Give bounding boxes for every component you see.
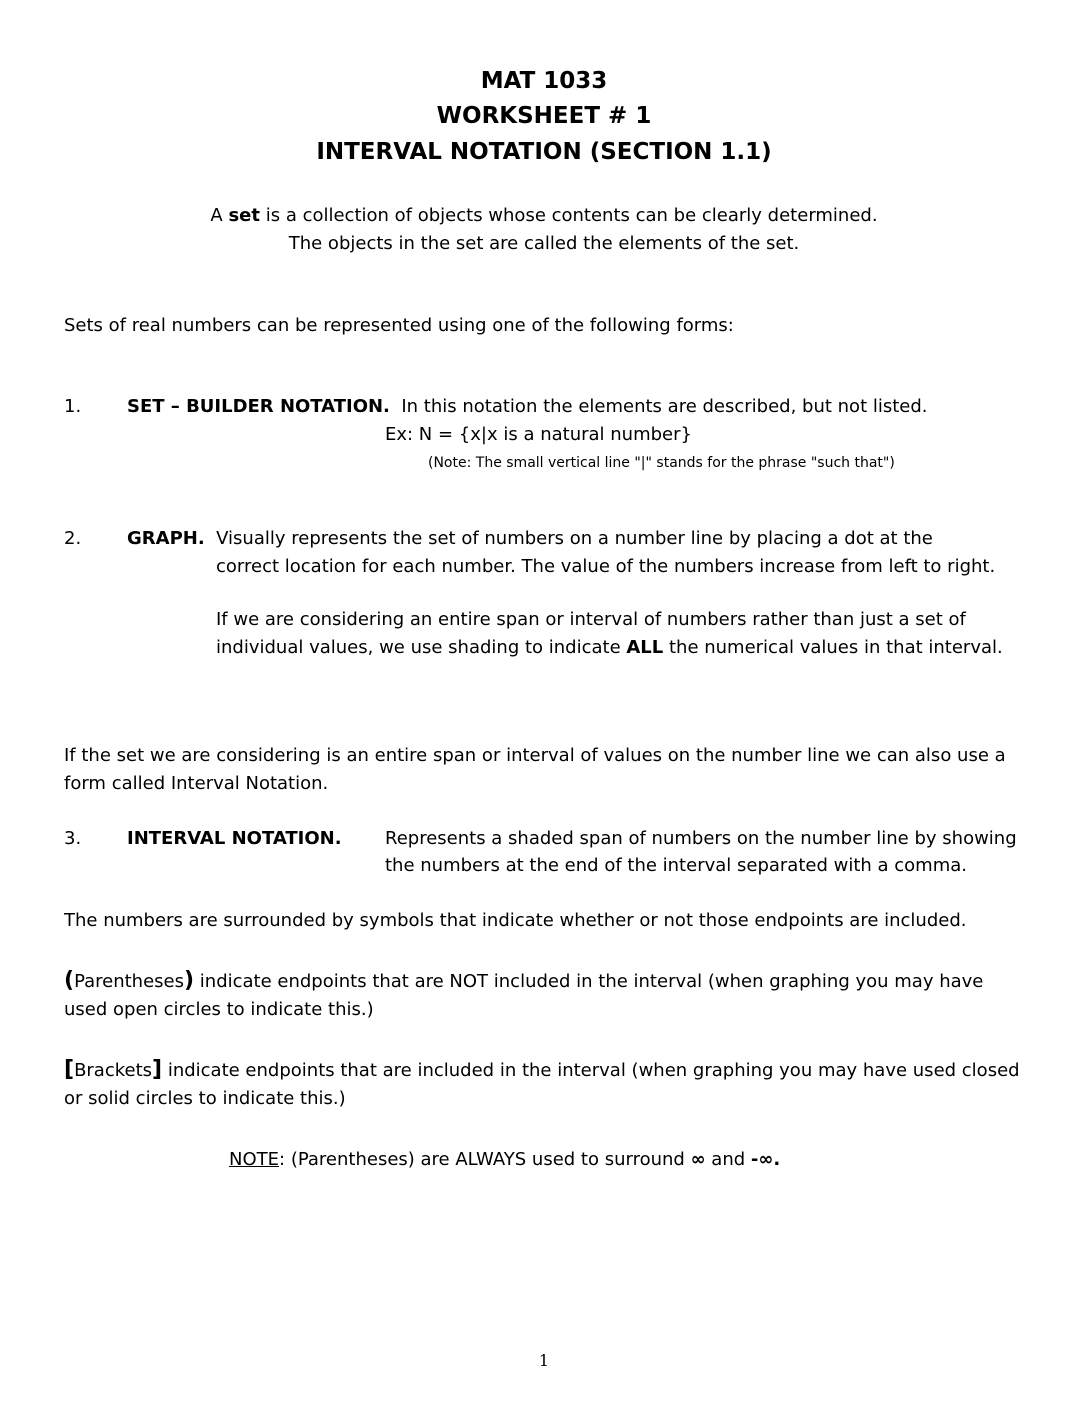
- brackets-word: Brackets: [74, 1060, 153, 1081]
- item3-line2: the numbers at the end of the interval separated with a comma.: [385, 855, 968, 876]
- item3-number: 3.: [64, 828, 82, 849]
- interval-intro-line1: If the set we are considering is an entire span or interval of values on the number line we can also use a: [64, 745, 1006, 766]
- item1-note: (Note: The small vertical line "|" stands for the phrase "such that"): [428, 455, 895, 471]
- open-paren-symbol: (: [64, 968, 75, 993]
- page-number: 1: [538, 1351, 550, 1370]
- brackets-line2: or solid circles to indicate this.): [64, 1088, 346, 1109]
- worksheet-title: WORKSHEET # 1: [436, 103, 652, 129]
- brackets-line1: [Brackets] indicate endpoints that are included in the interval (when graphing you may have used closed: [64, 1057, 1020, 1082]
- item2-para-line2: individual values, we use shading to indicate ALL the numerical values in that interval.: [216, 637, 1003, 658]
- all-emphasis: ALL: [626, 637, 664, 658]
- parentheses-line1: (Parentheses) indicate endpoints that are NOT included in the interval (when graphing you may have: [64, 968, 984, 993]
- item1-number: 1.: [64, 396, 82, 417]
- interval-intro-line2: form called Interval Notation.: [64, 773, 329, 794]
- parentheses-word: Parentheses: [74, 971, 184, 992]
- final-note: NOTE: (Parentheses) are ALWAYS used to surround ∞ and -∞.: [229, 1149, 781, 1170]
- item2-line2: correct location for each number. The value of the numbers increase from left to right.: [216, 556, 996, 577]
- item3-line1: Represents a shaded span of numbers on the number line by showing: [385, 828, 1017, 849]
- forms-intro: Sets of real numbers can be represented using one of the following forms:: [64, 315, 734, 336]
- set-definition: A set is a collection of objects whose contents can be clearly determined.: [210, 205, 878, 226]
- item2-line1: GRAPH. Visually represents the set of numbers on a number line by placing a dot at the: [127, 528, 933, 549]
- item2-number: 2.: [64, 528, 82, 549]
- item3-heading: INTERVAL NOTATION.: [127, 828, 342, 849]
- item2-para-line1: If we are considering an entire span or interval of numbers rather than just a set of: [216, 609, 966, 630]
- open-bracket-symbol: [: [64, 1057, 75, 1082]
- course-title: MAT 1033: [480, 68, 608, 94]
- symbols-text: The numbers are surrounded by symbols that indicate whether or not those endpoints are included.: [64, 910, 967, 931]
- infinity-symbol: ∞: [690, 1149, 706, 1170]
- parentheses-line2: used open circles to indicate this.): [64, 999, 374, 1020]
- set-term: set: [228, 205, 260, 226]
- item1-heading: SET – BUILDER NOTATION.: [127, 396, 390, 417]
- item1-example: Ex: N = {x|x is a natural number}: [385, 424, 692, 445]
- item2-heading: GRAPH.: [127, 528, 205, 549]
- topic-title: INTERVAL NOTATION (SECTION 1.1): [316, 139, 772, 165]
- item1-line: SET – BUILDER NOTATION. In this notation the elements are described, but not listed.: [127, 396, 928, 417]
- close-bracket-symbol: ]: [152, 1057, 163, 1082]
- close-paren-symbol: ): [184, 968, 195, 993]
- elements-definition: The objects in the set are called the elements of the set.: [288, 233, 800, 254]
- note-label: NOTE: [229, 1149, 280, 1170]
- negative-infinity-symbol: -∞: [750, 1149, 774, 1170]
